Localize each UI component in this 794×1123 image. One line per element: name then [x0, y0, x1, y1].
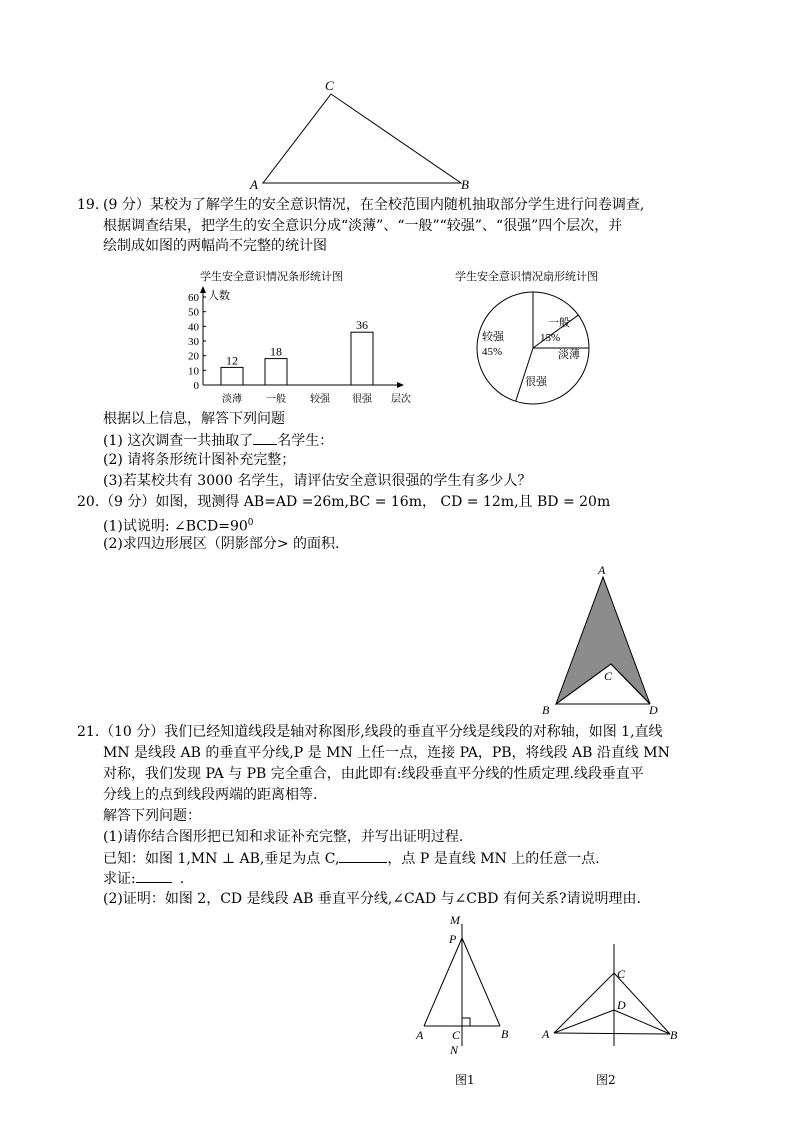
q19-line-1: (9 分）某校为了解学生的安全意识情况，在全校范围内随机抽取部分学生进行问卷调查, [103, 197, 645, 213]
fig1-label-p: P [449, 932, 457, 946]
bar-y-tick-label: 50 [188, 306, 199, 319]
right-angle-mark [462, 1018, 470, 1026]
q21-prove-text-b: . [179, 871, 185, 887]
pie-slice-label: 一般 [548, 317, 570, 329]
q21-given-text-a: 已知：如图 1,MN ⊥ AB,垂足为点 C, [103, 851, 340, 867]
q21-number: 21. [77, 724, 100, 740]
fig1-label-b: B [501, 1027, 509, 1041]
pie-slice-label: 较强 [482, 331, 504, 343]
segment-bd-2 [614, 1010, 670, 1034]
q21-prove-blank[interactable] [136, 868, 172, 883]
q20-degree-sup: 0 [247, 518, 254, 528]
q20-line-2-text: (1)试说明: ∠BCD=90 [103, 518, 248, 535]
segment-pb [462, 938, 500, 1026]
bar-category-label: 较强 [310, 394, 330, 405]
q21-given-text-b: ，点 P 是直线 MN 上的任意一点. [387, 851, 600, 867]
q21-given-blank[interactable] [339, 848, 387, 863]
q19-number: 19. [77, 197, 100, 213]
label-a: A [250, 177, 258, 192]
fig2-label-d: D [617, 998, 626, 1012]
label-c: C [325, 78, 334, 93]
top-triangle-figure [245, 76, 485, 192]
triangle-abc [263, 94, 461, 183]
fig1-label-n: N [450, 1043, 459, 1057]
figure-1-caption: 图1 [455, 1073, 475, 1087]
q19-intro: 根据以上信息，解答下列问题 [103, 411, 285, 427]
q19-sub3: (3)若某校共有 3000 名学生，请评估安全意识很强的学生有多少人？ [103, 473, 532, 489]
q20-label-b: B [542, 703, 550, 717]
q20-label-d: D [649, 703, 658, 717]
figure-2-caption: 图2 [596, 1073, 616, 1087]
q20-number: 20. [77, 494, 100, 510]
q21-line-2: MN 是线段 AB 的垂直平分线,P 是 MN 上任一点，连接 PA，PB，将线段 AB 沿直线 MN [103, 745, 670, 761]
bar [265, 359, 287, 385]
bar [221, 367, 243, 385]
segment-ac [554, 973, 614, 1033]
pie-chart [470, 285, 600, 410]
q19-sub1-blank[interactable] [253, 430, 277, 445]
bar-category-label: 淡薄 [222, 394, 242, 405]
q21-part-1: (1)请你结合图形把已知和求证补充完整，并写出证明过程. [103, 829, 464, 845]
q20-line-3: (2)求四边形展区（阴影部分> 的面积. [103, 536, 340, 552]
segment-pa [424, 938, 462, 1026]
bar-chart [175, 285, 425, 410]
q19-line-3: 绘制成如图的两幅尚不完整的统计图 [103, 238, 327, 254]
bar [351, 332, 373, 385]
segment-ab-2 [554, 1033, 670, 1034]
q21-line-3: 对称，我们发现 PA 与 PB 完全重合，由此即有:线段垂直平分线的性质定理.线段垂直平 [103, 766, 644, 782]
q19-sub2: (2) 请将条形统计图补充完整； [103, 452, 296, 468]
q21-line-1: （10 分）我们已经知道线段是轴对称图形,线段的垂直平分线是线段的对称轴，如图 1,直线 [100, 724, 663, 740]
bar-y-tick-label: 10 [188, 365, 199, 378]
q20-label-a: A [598, 563, 606, 577]
pie-slice-percent: 45% [482, 346, 503, 358]
q21-prove [103, 868, 184, 889]
bar-chart-title: 学生安全意识情况条形统计图 [200, 270, 343, 283]
fig2-label-c: C [617, 967, 626, 981]
shaded-quadrilateral [556, 577, 650, 704]
bar-y-tick-label: 20 [188, 350, 199, 363]
fig1-label-a: A [416, 1028, 424, 1042]
q20-line-1: （9 分）如图，现测得 AB=AD =26m,BC = 16m， CD = 12m,且 BD = 20m [100, 494, 611, 510]
figure-1 [410, 910, 520, 1060]
bar-x-axis-arrow [397, 382, 404, 388]
q21-line-4: 分线上的点到线段两端的距离相等. [103, 787, 318, 803]
q19-sub1-text-a: (1) 这次调查一共抽取了 [103, 433, 254, 449]
bar-y-tick-label: 60 [188, 292, 199, 304]
bar-y-tick-label: 0 [193, 380, 199, 392]
fig1-label-m: M [450, 913, 460, 927]
bar-y-label: 人数 [208, 290, 230, 302]
figure-2 [538, 940, 688, 1050]
q21-prove-text-a: 求证: [103, 871, 136, 887]
pie-chart-title: 学生安全意识情况扇形统计图 [455, 270, 598, 283]
pie-slice-percent: 15% [540, 332, 561, 344]
bar-y-tick-label: 40 [188, 321, 199, 334]
bar-x-label: 层次 [391, 394, 411, 405]
q21-answer-intro: 解答下列问题： [103, 808, 201, 824]
pie-slice-label: 淡薄 [558, 349, 580, 361]
bar-y-axis-arrow [200, 286, 206, 293]
q19-sub1 [103, 430, 333, 451]
segment-ad [554, 1010, 614, 1033]
q19-sub1-text-b: 名学生： [277, 433, 334, 449]
bar-category-label: 很强 [352, 394, 372, 405]
q20-figure [538, 562, 668, 718]
bar-y-tick-label: 30 [188, 336, 199, 348]
label-b: B [461, 177, 469, 192]
fig1-label-c: C [452, 1028, 461, 1042]
q19-line-2: 根据调查结果，把学生的安全意识分成“淡薄”、“一般”“较强”、“很强”四个层次，并 [103, 218, 623, 234]
q20-label-c: C [604, 669, 613, 683]
bar-data-label: 12 [226, 353, 238, 368]
bar-data-label: 36 [356, 318, 368, 333]
pie-slice-label: 很强 [525, 376, 547, 388]
fig2-label-a: A [542, 1027, 550, 1041]
q21-part-2: (2)证明：如图 2，CD 是线段 AB 垂直平分线,∠CAD 与∠CBD 有何关系?请说明理由. [103, 891, 641, 907]
bar-category-label: 一般 [266, 394, 286, 405]
fig2-label-b: B [670, 1028, 678, 1042]
bar-data-label: 18 [270, 344, 282, 359]
q21-given [103, 848, 600, 869]
